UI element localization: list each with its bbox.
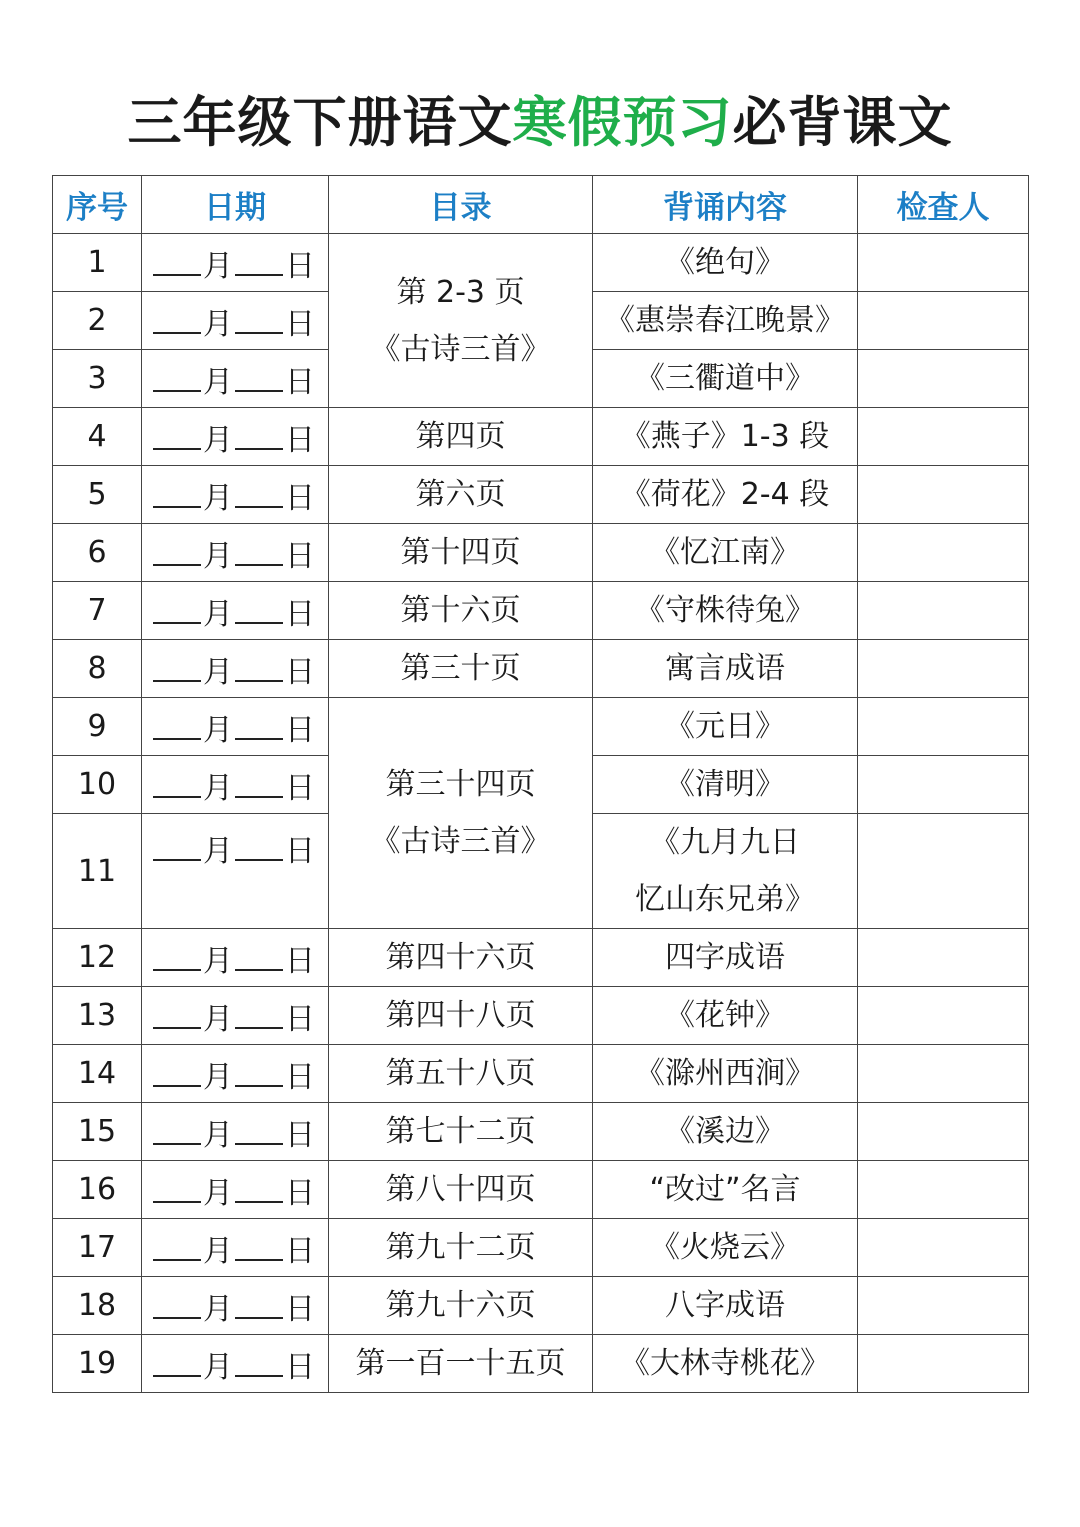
row-number: 3	[53, 350, 142, 408]
catalog-line: 第 2-3 页	[396, 274, 525, 310]
month-label: 月	[203, 364, 233, 400]
page-title	[0, 88, 1080, 158]
recitation-content	[593, 640, 858, 698]
day-label: 日	[285, 596, 315, 632]
month-blank[interactable]	[153, 1117, 201, 1145]
recitation-content	[593, 1045, 858, 1103]
month-blank[interactable]	[153, 1233, 201, 1261]
checker-cell[interactable]	[858, 987, 1029, 1045]
day-label: 日	[285, 712, 315, 748]
month-blank[interactable]	[153, 770, 201, 798]
checker-cell[interactable]	[858, 640, 1029, 698]
month-blank[interactable]	[153, 596, 201, 624]
month-label: 月	[203, 1175, 233, 1211]
month-label: 月	[203, 1233, 233, 1269]
date-fill-field[interactable]	[142, 1277, 329, 1335]
month-label: 月	[203, 834, 233, 869]
row-number: 12	[53, 929, 142, 987]
month-label: 月	[203, 538, 233, 574]
month-label: 月	[203, 1001, 233, 1037]
day-label: 日	[285, 1001, 315, 1037]
day-blank[interactable]	[235, 538, 283, 566]
catalog-line: 第八十四页	[385, 1172, 536, 1207]
day-label: 日	[285, 834, 315, 869]
month-label: 月	[203, 654, 233, 690]
recitation-content	[593, 1219, 858, 1277]
catalog-cell	[329, 1335, 593, 1393]
day-label: 日	[285, 306, 315, 342]
table-row	[53, 1103, 1029, 1161]
recitation-content	[593, 524, 858, 582]
header-content: 背诵内容	[593, 176, 858, 234]
header-date: 日期	[142, 176, 329, 234]
table-row	[53, 987, 1029, 1045]
day-label: 日	[285, 248, 315, 284]
catalog-line: 第四十六页	[385, 940, 536, 975]
table-header-row	[53, 176, 1029, 234]
table-row	[53, 582, 1029, 640]
recitation-content	[593, 1277, 858, 1335]
catalog-cell	[329, 929, 593, 987]
catalog-line: 第九十二页	[385, 1230, 536, 1265]
row-number: 15	[53, 1103, 142, 1161]
day-blank[interactable]	[235, 596, 283, 624]
row-number: 19	[53, 1335, 142, 1393]
catalog-line: 《古诗三首》	[370, 331, 551, 367]
day-label: 日	[285, 770, 315, 806]
content-line: 《九月九日	[650, 825, 800, 860]
recitation-content	[593, 292, 858, 350]
checker-cell[interactable]	[858, 1161, 1029, 1219]
table-row	[53, 640, 1029, 698]
table-row	[53, 1335, 1029, 1393]
row-number: 17	[53, 1219, 142, 1277]
content-line: 《清明》	[665, 767, 785, 802]
date-fill-field[interactable]	[142, 582, 329, 640]
day-blank[interactable]	[235, 422, 283, 450]
day-blank[interactable]	[235, 943, 283, 971]
catalog-line: 第一百一十五页	[355, 1346, 566, 1381]
date-fill-field[interactable]	[142, 1219, 329, 1277]
date-fill-field[interactable]	[142, 292, 329, 350]
date-fill-field[interactable]	[142, 987, 329, 1045]
month-label: 月	[203, 943, 233, 979]
month-blank[interactable]	[153, 538, 201, 566]
day-blank[interactable]	[235, 480, 283, 508]
content-line: 《大林寺桃花》	[620, 1346, 830, 1381]
content-line: 四字成语	[665, 940, 785, 975]
catalog-cell	[329, 582, 593, 640]
day-label: 日	[285, 538, 315, 574]
month-label: 月	[203, 306, 233, 342]
checker-cell[interactable]	[858, 756, 1029, 814]
day-blank[interactable]	[235, 248, 283, 276]
day-label: 日	[285, 364, 315, 400]
month-blank[interactable]	[153, 364, 201, 392]
catalog-cell	[329, 408, 593, 466]
month-blank[interactable]	[153, 1001, 201, 1029]
recitation-content	[593, 408, 858, 466]
month-label: 月	[203, 1349, 233, 1385]
recitation-content	[593, 756, 858, 814]
month-label: 月	[203, 1059, 233, 1095]
catalog-cell	[329, 987, 593, 1045]
table-row	[53, 524, 1029, 582]
recitation-content	[593, 582, 858, 640]
day-label: 日	[285, 1291, 315, 1327]
day-label: 日	[285, 1233, 315, 1269]
catalog-cell	[329, 524, 593, 582]
title-highlight: 寒假预习	[512, 91, 733, 154]
row-number: 8	[53, 640, 142, 698]
checker-cell[interactable]	[858, 234, 1029, 292]
day-label: 日	[285, 1117, 315, 1153]
row-number: 11	[53, 814, 142, 929]
row-number: 7	[53, 582, 142, 640]
content-line: 《溪边》	[665, 1114, 785, 1149]
content-line: 《荷花》2-4 段	[620, 477, 830, 512]
month-blank[interactable]	[153, 422, 201, 450]
catalog-line: 第七十二页	[385, 1114, 536, 1149]
content-line: 《元日》	[665, 709, 785, 744]
title-part2: 必背课文	[732, 91, 953, 154]
month-label: 月	[203, 1291, 233, 1327]
date-fill-field[interactable]	[142, 640, 329, 698]
content-line: 《惠崇春江晚景》	[605, 303, 845, 338]
checker-cell[interactable]	[858, 466, 1029, 524]
date-fill-field[interactable]	[142, 408, 329, 466]
row-number: 6	[53, 524, 142, 582]
month-label: 月	[203, 596, 233, 632]
recitation-content	[593, 234, 858, 292]
catalog-line: 第十四页	[400, 535, 521, 570]
content-line: 《守株待兔》	[635, 593, 815, 628]
day-blank[interactable]	[235, 770, 283, 798]
day-label: 日	[285, 1349, 315, 1385]
header-catalog: 目录	[329, 176, 593, 234]
recitation-content	[593, 698, 858, 756]
month-blank[interactable]	[153, 1059, 201, 1087]
catalog-cell	[329, 1219, 593, 1277]
catalog-line: 第四页	[415, 419, 506, 454]
table-row	[53, 929, 1029, 987]
recitation-table	[52, 175, 1029, 1393]
recitation-content	[593, 350, 858, 408]
day-label: 日	[285, 1175, 315, 1211]
catalog-line: 第四十八页	[385, 998, 536, 1033]
checker-cell[interactable]	[858, 1103, 1029, 1161]
month-blank[interactable]	[153, 480, 201, 508]
date-fill-field[interactable]	[142, 466, 329, 524]
table-row	[53, 408, 1029, 466]
checker-cell[interactable]	[858, 1219, 1029, 1277]
day-label: 日	[285, 1059, 315, 1095]
checker-cell[interactable]	[858, 929, 1029, 987]
header-number: 序号	[53, 176, 142, 234]
table-row	[53, 1277, 1029, 1335]
table-row	[53, 466, 1029, 524]
content-line: 《燕子》1-3 段	[620, 419, 830, 454]
content-line: 八字成语	[665, 1288, 785, 1323]
title-part1: 三年级下册语文	[127, 91, 513, 154]
catalog-line: 第五十八页	[385, 1056, 536, 1091]
month-label: 月	[203, 712, 233, 748]
date-fill-field[interactable]	[142, 1045, 329, 1103]
day-blank[interactable]	[235, 1175, 283, 1203]
month-blank[interactable]	[153, 712, 201, 740]
day-blank[interactable]	[235, 654, 283, 682]
content-line: 《忆江南》	[650, 535, 800, 570]
table-body	[53, 234, 1029, 1393]
month-blank[interactable]	[153, 306, 201, 334]
content-line: 《绝句》	[665, 245, 785, 280]
catalog-cell	[329, 234, 593, 408]
date-fill-field[interactable]	[142, 929, 329, 987]
month-label: 月	[203, 422, 233, 458]
row-number: 16	[53, 1161, 142, 1219]
recitation-content	[593, 814, 858, 929]
content-line: “改过”名言	[649, 1172, 801, 1207]
checker-cell[interactable]	[858, 1045, 1029, 1103]
content-line: 《滁州西涧》	[635, 1056, 815, 1091]
catalog-line: 《古诗三首》	[370, 824, 551, 859]
checker-cell[interactable]	[858, 350, 1029, 408]
date-fill-field[interactable]	[142, 524, 329, 582]
month-blank[interactable]	[153, 654, 201, 682]
row-number: 10	[53, 756, 142, 814]
table-row	[53, 234, 1029, 292]
day-label: 日	[285, 480, 315, 516]
day-blank[interactable]	[235, 1001, 283, 1029]
day-blank[interactable]	[235, 833, 283, 861]
date-fill-field[interactable]	[142, 814, 329, 929]
table-row	[53, 698, 1029, 756]
row-number: 18	[53, 1277, 142, 1335]
checker-cell[interactable]	[858, 582, 1029, 640]
catalog-cell	[329, 466, 593, 524]
month-blank[interactable]	[153, 1175, 201, 1203]
month-blank[interactable]	[153, 1291, 201, 1319]
row-number: 14	[53, 1045, 142, 1103]
month-label: 月	[203, 480, 233, 516]
row-number: 2	[53, 292, 142, 350]
month-blank[interactable]	[153, 833, 201, 861]
row-number: 4	[53, 408, 142, 466]
table-row	[53, 1219, 1029, 1277]
content-line: 《火烧云》	[650, 1230, 800, 1265]
date-fill-field[interactable]	[142, 1335, 329, 1393]
content-line: 寓言成语	[665, 651, 785, 686]
recitation-content	[593, 987, 858, 1045]
day-blank[interactable]	[235, 364, 283, 392]
checker-cell[interactable]	[858, 408, 1029, 466]
recitation-content	[593, 1103, 858, 1161]
date-fill-field[interactable]	[142, 1161, 329, 1219]
catalog-cell	[329, 1161, 593, 1219]
day-blank[interactable]	[235, 1349, 283, 1377]
day-blank[interactable]	[235, 1117, 283, 1145]
content-line: 忆山东兄弟》	[635, 882, 815, 917]
catalog-line: 第九十六页	[385, 1288, 536, 1323]
date-fill-field[interactable]	[142, 350, 329, 408]
table-row	[53, 1045, 1029, 1103]
catalog-line: 第十六页	[400, 593, 521, 628]
catalog-cell	[329, 1277, 593, 1335]
month-label: 月	[203, 770, 233, 806]
month-label: 月	[203, 1117, 233, 1153]
catalog-line: 第三十四页	[385, 767, 536, 802]
recitation-content	[593, 1161, 858, 1219]
content-line: 《三衢道中》	[635, 361, 815, 396]
recitation-content	[593, 1335, 858, 1393]
row-number: 1	[53, 234, 142, 292]
recitation-content	[593, 929, 858, 987]
catalog-line: 第六页	[415, 477, 506, 512]
catalog-cell	[329, 1045, 593, 1103]
date-fill-field[interactable]	[142, 698, 329, 756]
checker-cell[interactable]	[858, 524, 1029, 582]
date-fill-field[interactable]	[142, 1103, 329, 1161]
checker-cell[interactable]	[858, 1277, 1029, 1335]
month-blank[interactable]	[153, 248, 201, 276]
checker-cell[interactable]	[858, 814, 1029, 929]
day-blank[interactable]	[235, 1059, 283, 1087]
catalog-cell	[329, 1103, 593, 1161]
catalog-line: 第三十页	[400, 651, 521, 686]
row-number: 9	[53, 698, 142, 756]
day-label: 日	[285, 654, 315, 690]
checker-cell[interactable]	[858, 698, 1029, 756]
catalog-cell	[329, 640, 593, 698]
header-checker: 检查人	[858, 176, 1029, 234]
row-number: 13	[53, 987, 142, 1045]
content-line: 《花钟》	[665, 998, 785, 1033]
table-row	[53, 1161, 1029, 1219]
day-blank[interactable]	[235, 712, 283, 740]
date-fill-field[interactable]	[142, 756, 329, 814]
checker-cell[interactable]	[858, 292, 1029, 350]
day-label: 日	[285, 943, 315, 979]
month-label: 月	[203, 248, 233, 284]
month-blank[interactable]	[153, 1349, 201, 1377]
date-fill-field[interactable]	[142, 234, 329, 292]
month-blank[interactable]	[153, 943, 201, 971]
catalog-cell	[329, 698, 593, 929]
recitation-content	[593, 466, 858, 524]
checker-cell[interactable]	[858, 1335, 1029, 1393]
day-blank[interactable]	[235, 1233, 283, 1261]
day-blank[interactable]	[235, 306, 283, 334]
day-blank[interactable]	[235, 1291, 283, 1319]
day-label: 日	[285, 422, 315, 458]
row-number: 5	[53, 466, 142, 524]
